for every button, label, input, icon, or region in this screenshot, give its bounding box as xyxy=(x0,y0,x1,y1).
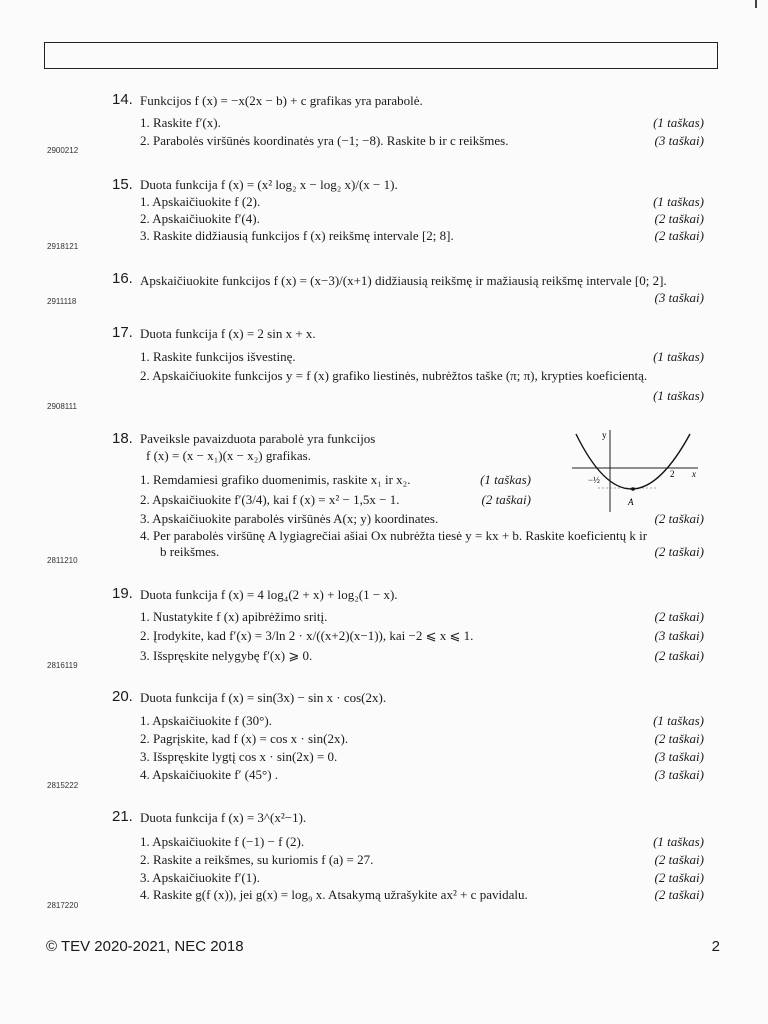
x-axis-label: x xyxy=(692,469,696,479)
problem-item: 3. Apskaičiuokite f′(1). xyxy=(140,870,260,885)
y-axis-label: y xyxy=(602,430,607,440)
problem-item: 4. Raskite g(f (x)), jei g(x) = log₉ x. Atsakymą užrašykite ax² + c pavidalu. xyxy=(140,887,528,902)
points-label: (2 taškai) xyxy=(654,648,704,663)
problem-number: 21. xyxy=(112,808,133,825)
problem-intro: Duota funkcija f (x) = sin(3x) − sin x · cos(2x). xyxy=(140,690,387,705)
problem-number: 17. xyxy=(112,324,133,341)
problem-item-line2: b reikšmes. xyxy=(160,544,220,559)
edge-mark xyxy=(755,0,757,8)
points-label: (1 taškas) xyxy=(480,472,531,487)
problem-item: 2. Apskaičiuokite f′(4). xyxy=(140,211,260,226)
points-label: (2 taškai) xyxy=(481,492,531,507)
copyright: © TEV 2020-2021, NEC 2018 xyxy=(46,938,244,955)
points-label: (2 taškai) xyxy=(654,870,704,885)
points-label: (2 taškai) xyxy=(654,228,704,243)
points-label: (2 taškai) xyxy=(654,609,704,624)
points-label: (1 taškas) xyxy=(653,713,704,728)
problem-item: 1. Raskite f′(x). xyxy=(140,115,221,130)
header-box xyxy=(44,42,718,69)
problem-number: 16. xyxy=(112,270,133,287)
vertex-label: A xyxy=(628,497,634,507)
problem-number: 19. xyxy=(112,585,133,602)
points-label: (1 taškas) xyxy=(653,115,704,130)
problem-item: 1. Apskaičiuokite f (2). xyxy=(140,194,261,209)
pos-root-label: 2 xyxy=(670,469,675,479)
page-number: 2 xyxy=(711,938,720,955)
problem-item: 2. Parabolės viršūnės koordinatės yra (−1; −8). Raskite b ir c reikšmes. xyxy=(140,133,509,148)
points-label: (1 taškas) xyxy=(653,388,704,403)
problem-number: 20. xyxy=(112,688,133,705)
problem-item: 2. Įrodykite, kad f′(x) = 3/ln 2 · x/((x+2)(x−1)), kai −2 ⩽ x ⩽ 1. xyxy=(140,628,474,643)
problem-code: 2918121 xyxy=(47,242,79,251)
points-label: (1 taškas) xyxy=(653,834,704,849)
problem-item: 3. Raskite didžiausią funkcijos f (x) reikšmę intervale [2; 8]. xyxy=(140,228,454,243)
points-label: (2 taškai) xyxy=(654,511,704,526)
points-label: (3 taškai) xyxy=(654,628,704,643)
problem-code: 2817220 xyxy=(47,901,79,910)
problem-item: 1. Raskite funkcijos išvestinę. xyxy=(140,349,296,364)
problem-intro: Apskaičiuokite funkcijos f (x) = (x−3)/(x+1) didžiausią reikšmę ir mažiausią reikšmę intervale [0; 2]. xyxy=(140,273,667,288)
problem-item: 1. Remdamiesi grafiko duomenimis, raskite x₁ ir x₂. xyxy=(140,472,411,487)
parabola-graph xyxy=(566,428,706,514)
problem-intro: Funkcijos f (x) = −x(2x − b) + c grafikas yra parabolė. xyxy=(140,93,423,108)
problem-item: 3. Išspręskite nelygybę f′(x) ⩾ 0. xyxy=(140,648,313,663)
problem-intro: Duota funkcija f (x) = 3^(x²−1). xyxy=(140,810,307,825)
problem-item: 4. Per parabolės viršūnę A lygiagrečiai ašiai Ox nubrėžta tiesė y = kx + b. Raskite koeficientų k ir xyxy=(140,528,648,543)
problem-code: 2908111 xyxy=(47,402,77,411)
problem-number: 18. xyxy=(112,430,133,447)
points-label: (2 taškai) xyxy=(654,852,704,867)
problem-intro: Duota funkcija f (x) = 4 log₄(2 + x) + log₂(1 − x). xyxy=(140,587,398,602)
problem-code: 2911118 xyxy=(47,297,77,306)
problem-item: 1. Apskaičiuokite f (30°). xyxy=(140,713,272,728)
problem-item: 2. Apskaičiuokite funkcijos y = f (x) grafiko liestinės, nubrėžtos taške (π; π), krypties koeficientą. xyxy=(140,368,648,383)
problem-item: 2. Apskaičiuokite f′(3/4), kai f (x) = x² − 1,5x − 1. xyxy=(140,492,400,507)
problem-code: 2815222 xyxy=(47,781,79,790)
problem-number: 15. xyxy=(112,176,133,193)
problem-item: 1. Nustatykite f (x) apibrėžimo sritį. xyxy=(140,609,328,624)
problem-intro: Duota funkcija f (x) = (x² log₂ x − log₂ x)/(x − 1). xyxy=(140,177,398,192)
problem-intro-line2: f (x) = (x − x₁)(x − x₂) grafikas. xyxy=(146,448,311,463)
points-label: (1 taškas) xyxy=(653,349,704,364)
points-label: (2 taškai) xyxy=(654,544,704,559)
problem-item: 3. Apskaičiuokite parabolės viršūnės A(x; y) koordinates. xyxy=(140,511,439,526)
problem-code: 2900212 xyxy=(47,146,79,155)
problem-intro: Duota funkcija f (x) = 2 sin x + x. xyxy=(140,326,316,341)
points-label: (1 taškas) xyxy=(653,194,704,209)
neg-root-label: −½ xyxy=(588,475,600,485)
points-label: (3 taškai) xyxy=(654,767,704,782)
points-label: (2 taškai) xyxy=(654,887,704,902)
problem-number: 14. xyxy=(112,91,133,108)
problem-item: 2. Raskite a reikšmes, su kuriomis f (a) = 27. xyxy=(140,852,374,867)
problem-item: 2. Pagrįskite, kad f (x) = cos x · sin(2x). xyxy=(140,731,349,746)
points-label: (3 taškai) xyxy=(654,133,704,148)
problem-code: 2811210 xyxy=(47,556,78,565)
points-label: (2 taškai) xyxy=(654,211,704,226)
problem-item: 3. Išspręskite lygtį cos x · sin(2x) = 0. xyxy=(140,749,338,764)
points-label: (2 taškai) xyxy=(654,731,704,746)
problem-item: 1. Apskaičiuokite f (−1) − f (2). xyxy=(140,834,305,849)
problem-code: 2816119 xyxy=(47,661,78,670)
problem-item: 4. Apskaičiuokite f′ (45°) . xyxy=(140,767,279,782)
points-label: (3 taškai) xyxy=(654,290,704,305)
points-label: (3 taškai) xyxy=(654,749,704,764)
problem-intro: Paveiksle pavaizduota parabolė yra funkcijos xyxy=(140,431,376,446)
vertex-point xyxy=(631,487,635,491)
